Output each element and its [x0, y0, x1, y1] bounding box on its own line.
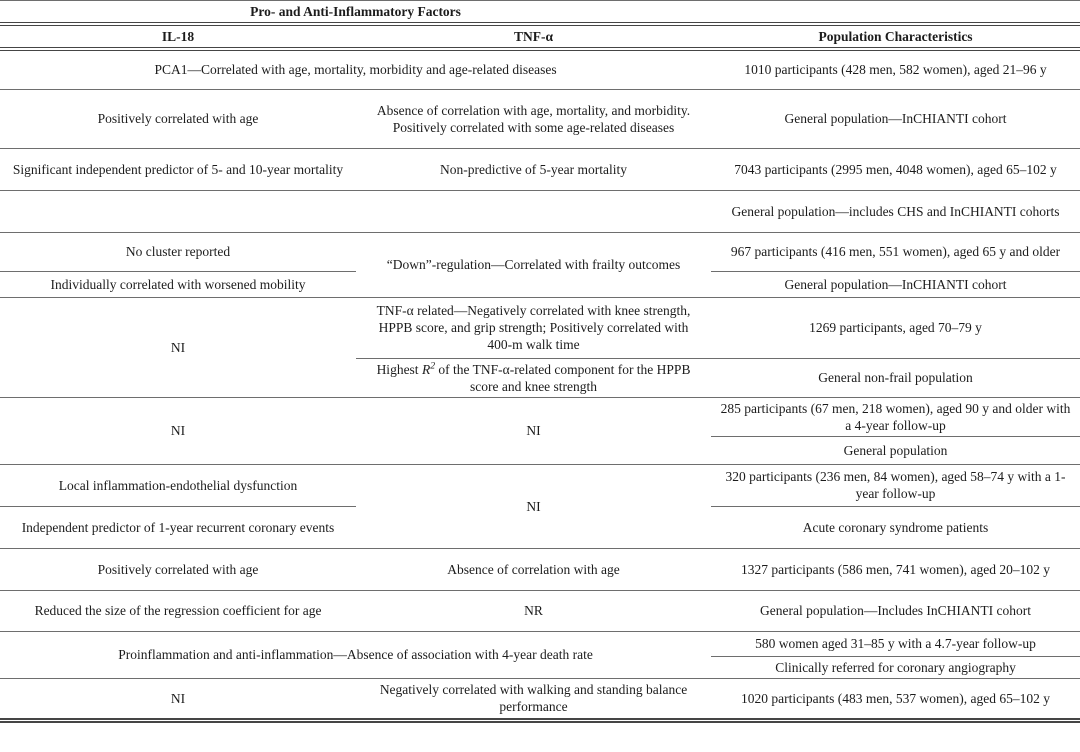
- cell-il18: Reduced the size of the regression coefficient for age: [0, 590, 356, 631]
- cell-population: 7043 participants (2995 men, 4048 women), aged 65–102 y: [711, 148, 1080, 190]
- cell-population: 1020 participants (483 men, 537 women), aged 65–102 y: [741, 690, 1050, 706]
- cell-population: 1010 participants (428 men, 582 women), aged 21–96 y: [711, 49, 1080, 89]
- cell-population: General population—InCHIANTI cohort: [711, 89, 1080, 148]
- cell-population: General population: [711, 436, 1080, 464]
- cell-population: Clinically referred for coronary angiography: [711, 656, 1080, 678]
- cell-tnf: NI: [356, 464, 711, 548]
- cell-tnf: Non-predictive of 5-year mortality: [356, 148, 711, 190]
- cell-tnf: Negatively correlated with walking and standing balance performance: [379, 682, 688, 714]
- cell-population: 967 participants (416 men, 551 women), aged 65 y and older: [711, 232, 1080, 271]
- cell-factors-span: Proinflammation and anti-inflammation—Absence of association with 4-year death rate: [0, 631, 711, 678]
- cell-tnf: TNF-α related—Negatively correlated with knee strength, HPPB score, and grip strength; Positively correlated with 400-m walk time: [356, 297, 711, 358]
- cell-il18: NI: [0, 397, 356, 464]
- cell-factors-span: PCA1—Correlated with age, mortality, morbidity and age-related diseases: [0, 49, 711, 89]
- cell-il18: NI: [0, 297, 356, 397]
- r-squared-prefix: Highest: [376, 361, 422, 377]
- cell-tnf-r-squared: [356, 358, 711, 397]
- cell-tnf: NI: [356, 397, 711, 464]
- cell-tnf: Absence of correlation with age, mortality, and morbidity. Positively correlated with some age-related diseases: [356, 89, 711, 148]
- r-squared-symbol: $R^2$: [421, 360, 436, 377]
- cell-population: General population—InCHIANTI cohort: [711, 271, 1080, 297]
- cell-il18: NI: [170, 690, 186, 706]
- cell-il18: Positively correlated with age: [0, 89, 356, 148]
- cell-population: General non-frail population: [711, 358, 1080, 397]
- column-header-tnf: TNF-α: [356, 24, 711, 49]
- column-header-il18: IL-18: [0, 24, 356, 49]
- cell-tnf: Absence of correlation with age: [356, 548, 711, 590]
- table-group-header: Pro- and Anti-Inflammatory Factors: [0, 1, 711, 25]
- cell-tnf: NR: [356, 590, 711, 631]
- group-header-empty-cell: [711, 1, 1080, 25]
- cell-population: 320 participants (236 men, 84 women), aged 58–74 y with a 1-year follow-up: [711, 464, 1080, 506]
- cell-il18: Local inflammation-endothelial dysfunction: [0, 464, 356, 506]
- cell-tnf: “Down”-regulation—Correlated with frailty outcomes: [356, 232, 711, 297]
- cell-population: 580 women aged 31–85 y with a 4.7-year follow-up: [711, 631, 1080, 656]
- cell-il18: Positively correlated with age: [0, 548, 356, 590]
- cell-population: Acute coronary syndrome patients: [711, 506, 1080, 548]
- cell-il18: Independent predictor of 1-year recurrent coronary events: [0, 506, 356, 548]
- cell-population: 1269 participants, aged 70–79 y: [711, 297, 1080, 358]
- cell-il18: Individually correlated with worsened mobility: [0, 271, 356, 297]
- cell-population: 1327 participants (586 men, 741 women), aged 20–102 y: [711, 548, 1080, 590]
- cell-il18: Significant independent predictor of 5- and 10-year mortality: [0, 148, 356, 190]
- cell-population: General population—Includes InCHIANTI cohort: [711, 590, 1080, 631]
- cell-factors-empty: [0, 190, 711, 232]
- column-header-population: Population Characteristics: [711, 24, 1080, 49]
- cell-population: General population—includes CHS and InCHIANTI cohorts: [711, 190, 1080, 232]
- r-squared-suffix: of the TNF-α-related component for the HPPB score and knee strength: [435, 361, 691, 394]
- cell-il18: No cluster reported: [0, 232, 356, 271]
- cell-population: 285 participants (67 men, 218 women), aged 90 y and older with a 4-year follow-up: [711, 397, 1080, 436]
